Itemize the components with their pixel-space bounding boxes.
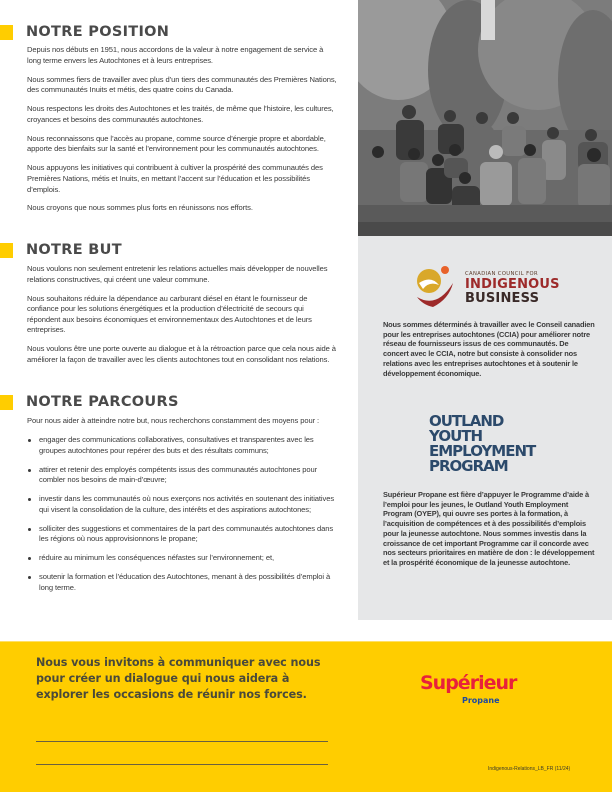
ccib-emblem-icon xyxy=(413,263,461,311)
bullet-item: soutenir la formation et l’éducation des Autochtones, menant à des possibilités d’emploi à long terme. xyxy=(27,572,337,593)
oyep-line2: YOUTH xyxy=(429,427,483,445)
paragraph: Nous sommes fiers de travailler avec plus d’un tiers des communautés des Premières Nations, des communautés Inuits et métis, des quatre coins du Canada. xyxy=(27,74,337,95)
section-marker xyxy=(0,25,13,40)
bullet-item: attirer et retenir des employés compétents issus des communautés autochtones pour combler nos besoins de main-d’œuvre; xyxy=(27,465,337,486)
bullet-icon xyxy=(28,576,31,579)
bullet-icon xyxy=(28,439,31,442)
write-line xyxy=(36,741,328,742)
paragraph: Nous souhaitons réduire la dépendance au carburant diésel en étant le fournisseur de confiance pour les solutions énergétiques et la production d’électricité de secours qui répondent aux besoins économiques et environnementaux des Autochtones et de leurs entreprises. xyxy=(27,293,312,335)
section-title-parcours: NOTRE PARCOURS xyxy=(26,394,179,410)
intro-paragraph: Pour nous aider à atteindre notre but, nous recherchons constamment des moyens pour : xyxy=(27,416,320,425)
ccib-line3: BUSINESS xyxy=(465,291,540,306)
superieur-logo-propane: Propane xyxy=(462,696,500,705)
sidebar-panel xyxy=(358,0,612,620)
bullet-icon xyxy=(28,469,31,472)
ccib-description: Nous sommes déterminés à travailler avec le Conseil canadien pour les entreprises autochtones (CCIA) pour améliorer notre réseau de fournisseurs issus de ces communautés. De concert avec le CCIA, notre but consiste à consolider nos relations avec les entreprises autochtones et à soutenir le développement économique. xyxy=(383,320,595,378)
oyep-line3: EMPLOYMENT xyxy=(429,442,536,460)
document-reference: Indigenous-Relations_LB_FR (11/24) xyxy=(488,766,571,772)
group-photo xyxy=(358,0,612,236)
oyep-line1: OUTLAND xyxy=(429,412,504,430)
section-body-parcours xyxy=(27,416,337,602)
paragraph: Nous reconnaissons que l’accès au propane, comme source d’énergie propre et abordable, apporte des bienfaits sur la santé et l’environnement pour les communautés autochtones. xyxy=(27,133,326,154)
bullet-item: engager des communications collaboratives, consultatives et transparentes avec les groupes autochtones pour repérer des buts et des résultats communs; xyxy=(27,435,337,456)
ccib-line1: CANADIAN COUNCIL FOR xyxy=(465,271,538,277)
paragraph: Nous respectons les droits des Autochtones et les traités, de même que l’histoire, les cultures, croyances et besoins des communautés autochtones. xyxy=(27,104,334,124)
bullet-icon xyxy=(28,498,31,501)
oyep-logo xyxy=(429,414,539,480)
bullet-item: réduire au minimum les conséquences néfastes sur l’environnement; et, xyxy=(27,553,337,564)
section-marker xyxy=(0,243,13,258)
section-title-position: NOTRE POSITION xyxy=(26,24,170,40)
paragraph: Nous croyons que nous sommes plus forts en réunissons nos efforts. xyxy=(27,203,253,213)
section-marker xyxy=(0,395,13,410)
photo-illustration xyxy=(358,0,612,236)
bullet-item: solliciter des suggestions et commentaires de la part des communautés autochtones dans les régions où nous approvisionnons le propane; xyxy=(27,524,337,545)
bullet-list xyxy=(27,435,337,593)
section-body-but xyxy=(27,264,337,374)
paragraph: Nous appuyons les initiatives qui contribuent à cultiver la prospérité des communautés des Premières Nations, métis et Inuits, en mettant l’accent sur l’éducation et les possibilités d’emplois. xyxy=(27,163,323,194)
paragraph: Nous voulons être une porte ouverte au dialogue et à la rétroaction parce que cela nous aide à améliorer la façon de travailler avec les clients autochtones tout en consolidant nos relations. xyxy=(27,344,336,364)
oyep-line4: PROGRAM xyxy=(429,457,508,475)
oyep-description: Supérieur Propane est fière d’appuyer le Programme d’aide à l’emploi pour les jeunes, le Outland Youth Employment Program (OYEP), qui ouvre ses portes à la formation, à l’acquisition de compétences et à des possibilités d’emplois pour la jeunesse autochtone. Nous sommes investis dans la croissance de cet important Programme car il concorde avec nos secteurs prioritaires en matière de don : le développement et la prospérité économique de la jeunesse autochtone. xyxy=(383,490,595,567)
section-body-position xyxy=(27,45,337,222)
write-line xyxy=(36,764,328,765)
section-title-but: NOTRE BUT xyxy=(26,242,122,258)
bullet-icon xyxy=(28,528,31,531)
invitation-text: Nous vous invitons à communiquer avec nous pour créer un dialogue qui nous aidera à explorer les occasions de réunir nos forces. xyxy=(36,656,321,701)
paragraph: Nous voulons non seulement entretenir les relations actuelles mais développer de nouvelles relations constructives, qui créent une valeur commune. xyxy=(27,264,328,284)
paragraph: Depuis nos débuts en 1951, nous accordons de la valeur à notre engagement de service à long terme envers les Autochtones et à leurs entreprises. xyxy=(27,45,324,65)
ccib-line2: INDIGENOUS xyxy=(465,277,560,292)
bullet-item: investir dans les communautés où nous exerçons nos activités en soutenant des initiatives qui visent la consolidation de la culture, des intérêts et des aspirations autochtones; xyxy=(27,494,337,515)
superieur-logo-wordmark: Supérieur xyxy=(420,672,517,694)
ccib-logo xyxy=(413,263,563,311)
bullet-icon xyxy=(28,557,31,560)
